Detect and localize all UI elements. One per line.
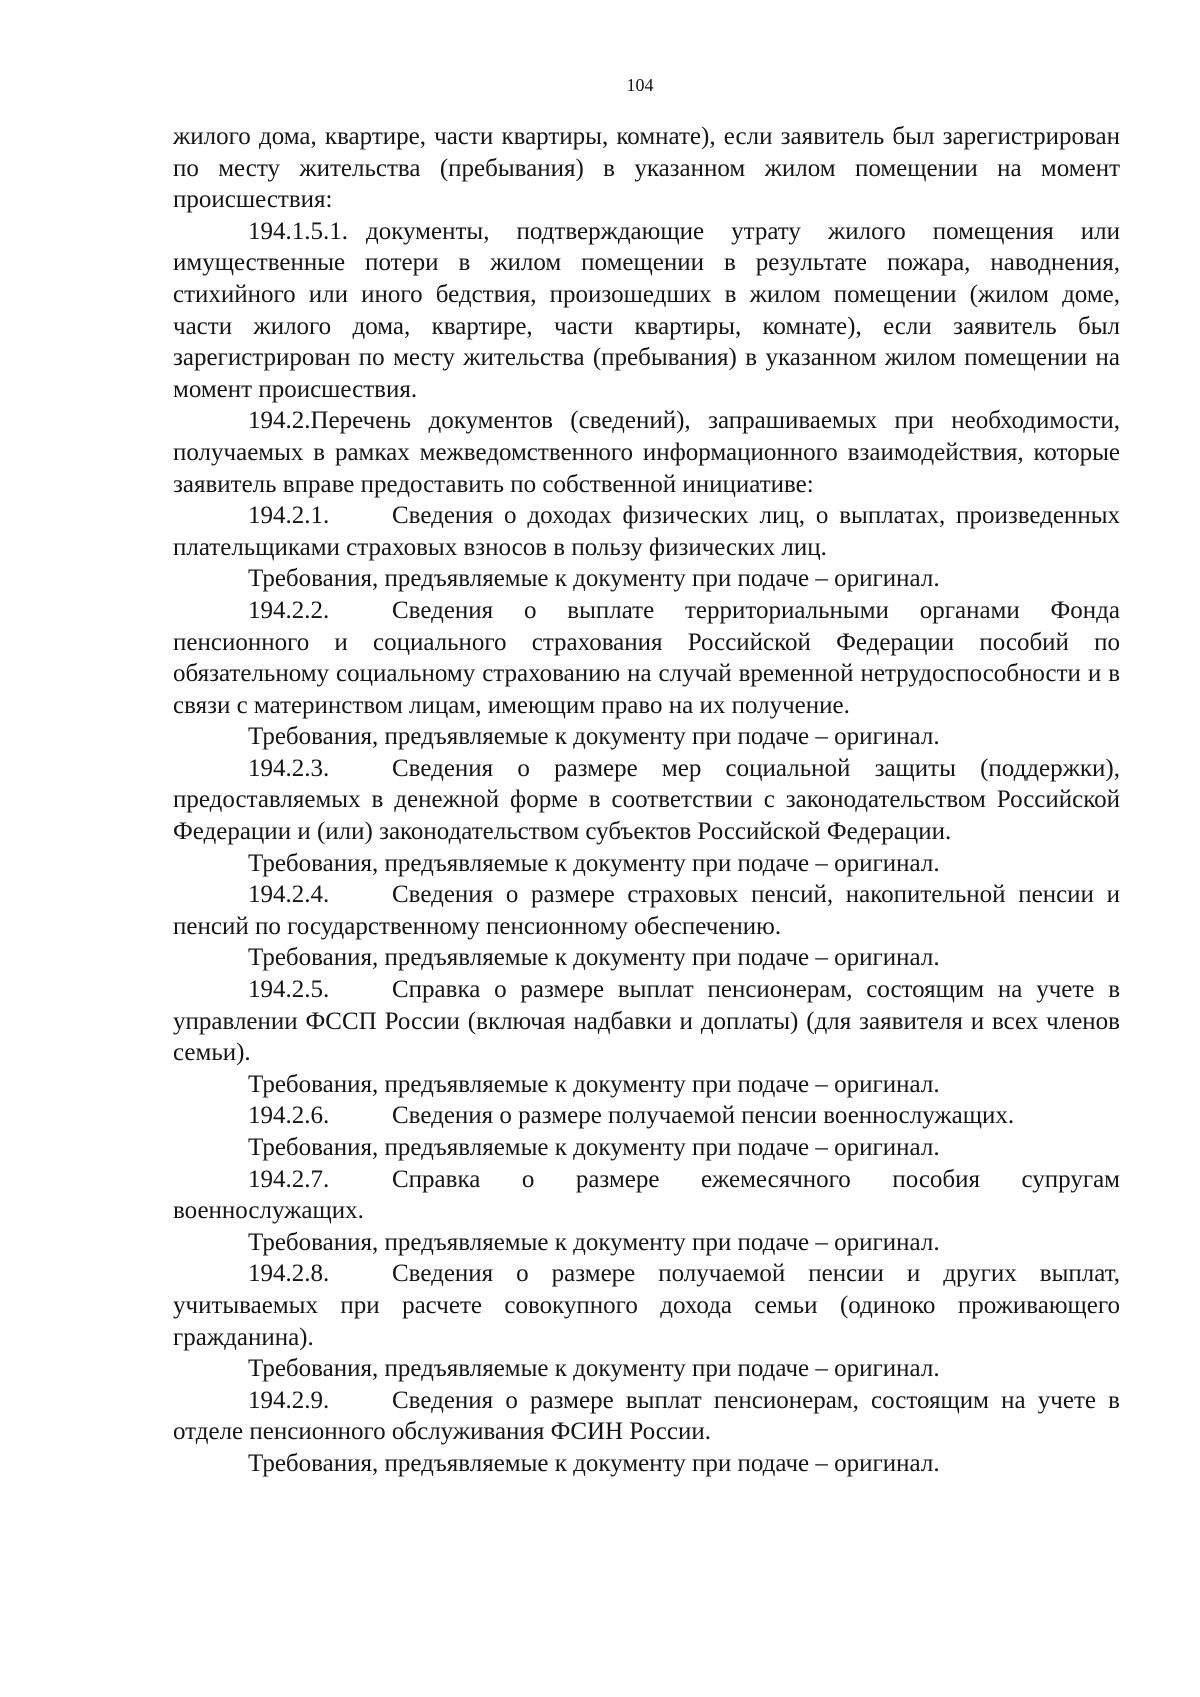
paragraph: [173, 405, 1120, 500]
paragraph-text: Требования, предъявляемые к документу при подаче – оригинал.: [248, 849, 940, 877]
section-number: 194.2.9.: [248, 1386, 330, 1414]
paragraph-text: Требования, предъявляемые к документу при подаче – оригинал.: [248, 1228, 940, 1256]
paragraph-text: Сведения о доходах физических лиц, о выплатах, произведенных плательщиками страховых взносов в пользу физических лиц.: [173, 502, 1120, 561]
paragraph: [173, 595, 1120, 721]
paragraph-text: Сведения о размере страховых пенсий, накопительной пенсии и пенсий по государственному пенсионному обеспечению.: [173, 881, 1120, 940]
requirement-line: [173, 1227, 1120, 1259]
section-number: 194.1.5.1.: [248, 217, 348, 245]
paragraph-text: жилого дома, квартире, части квартиры, комнате), если заявитель был зарегистрирован по месту жительства (пребывания) в указанном жилом помещении на момент происшествия:: [173, 123, 1120, 214]
paragraph-text: Требования, предъявляемые к документу при подаче – оригинал.: [248, 723, 940, 751]
paragraph-text: Требования, предъявляемые к документу при подаче – оригинал.: [248, 1070, 940, 1098]
paragraph-text: Требования, предъявляемые к документу при подаче – оригинал.: [248, 1355, 940, 1383]
paragraph: [173, 974, 1120, 1069]
paragraph: [173, 216, 1120, 406]
paragraph: [173, 879, 1120, 942]
paragraph: [173, 753, 1120, 848]
requirement-line: [173, 721, 1120, 753]
section-number: 194.2.4.: [248, 881, 330, 909]
requirement-line: [173, 563, 1120, 595]
section-number: 194.2.1.: [248, 502, 330, 530]
paragraph: [173, 1164, 1120, 1227]
paragraph-text: Сведения о размере получаемой пенсии и других выплат, учитываемых при расчете совокупного дохода семьи (одиноко проживающего гражданина).: [173, 1260, 1120, 1351]
paragraph: [173, 1258, 1120, 1353]
paragraph-text: Справка о размере ежемесячного пособия супругам военнослужащих.: [173, 1165, 1120, 1225]
paragraph-text: документы, подтверждающие утрату жилого помещения или имущественные потери в жилом помещении в результате пожара, наводнения, стихийного или иного бедствия, произошедших в жилом помещении (жилом доме, части жилого дома, квартире, части квартиры, комнате), если заявитель был зарегистрирован по месту жительства (пребывания) в указанном жилом помещении на момент происшествия.: [173, 217, 1120, 403]
requirement-line: [173, 942, 1120, 974]
page-number: 104: [626, 75, 654, 95]
requirement-line: [173, 1132, 1120, 1164]
paragraph-text: Требования, предъявляемые к документу при подаче – оригинал.: [248, 1449, 940, 1477]
paragraph-text: Требования, предъявляемые к документу при подаче – оригинал.: [248, 944, 940, 972]
requirement-line: [173, 1353, 1120, 1385]
section-number: 194.2.2.: [248, 596, 330, 624]
section-number: 194.2.3.: [248, 754, 330, 782]
paragraph-text: Сведения о размере получаемой пенсии военнослужащих.: [392, 1102, 1015, 1130]
requirement-line: [173, 848, 1120, 880]
requirement-line: [173, 1448, 1120, 1480]
paragraph: [173, 1100, 1120, 1132]
paragraph-text: Справка о размере выплат пенсионерам, состоящим на учете в управлении ФССП России (включая надбавки и доплаты) (для заявителя и всех членов семьи).: [173, 976, 1120, 1067]
paragraph-text: Требования, предъявляемые к документу при подаче – оригинал.: [248, 565, 940, 593]
paragraph-text: Требования, предъявляемые к документу при подаче – оригинал.: [248, 1134, 940, 1161]
requirement-line: [173, 1069, 1120, 1101]
paragraph: [173, 1385, 1120, 1448]
paragraph-text: Сведения о размере выплат пенсионерам, состоящим на учете в отделе пенсионного обслуживания ФСИН России.: [173, 1386, 1120, 1446]
section-number: 194.2.: [248, 407, 311, 435]
section-number: 194.2.7.: [248, 1165, 330, 1193]
paragraph-text: Перечень документов (сведений), запрашиваемых при необходимости, получаемых в рамках межведомственного информационного взаимодействия, которые заявитель вправе предоставить по собственной инициативе:: [173, 407, 1120, 498]
section-number: 194.2.8.: [248, 1260, 330, 1288]
section-number: 194.2.6.: [248, 1102, 330, 1130]
paragraph-text: Сведения о выплате территориальными органами Фонда пенсионного и социального страхования Российской Федерации пособий по обязательному социальному страхованию на случай временной нетрудоспособности и в связи с материнством лицам, имеющим право на их получение.: [173, 596, 1120, 719]
paragraph-text: Сведения о размере мер социальной защиты (поддержки), предоставляемых в денежной форме в соответствии с законодательством Российской Федерации и (или) законодательством субъектов Российской Федерации.: [173, 754, 1120, 846]
paragraph: [173, 500, 1120, 563]
paragraph: [173, 121, 1120, 216]
section-number: 194.2.5.: [248, 976, 330, 1004]
document-body: [173, 121, 1120, 1480]
